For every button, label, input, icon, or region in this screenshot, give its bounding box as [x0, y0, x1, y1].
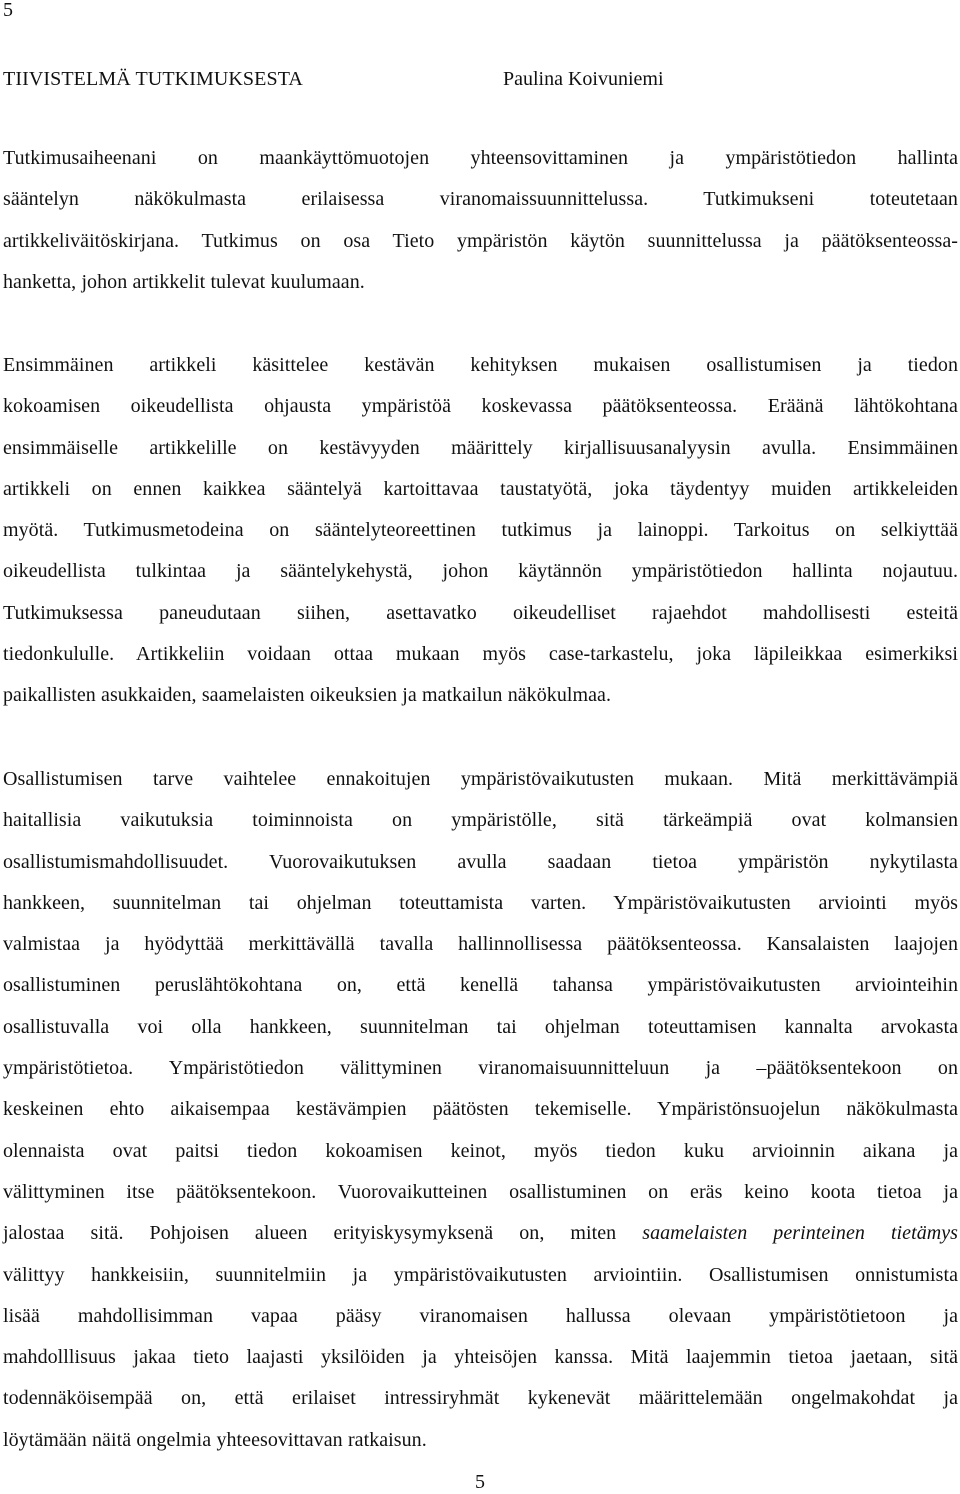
text-line: tiedonkululle. Artikkeliin voidaan ottaa mukaan myös case-tarkastelu, joka läpileikkaa esimerkiksi [3, 643, 958, 666]
text-line: olennaista ovat paitsi tiedon kokoamisen keinot, myös tiedon kuku arvioinnin aikana ja [3, 1139, 958, 1162]
page-number-top: 5 [3, 0, 13, 21]
text-line: lisää mahdollisimman vapaa pääsy viranomaisen hallussa olevaan ympäristötietoon ja [3, 1304, 958, 1327]
text-line: Ensimmäinen artikkeli käsittelee kestävän kehityksen mukaisen osallistumisen ja tiedon [3, 354, 958, 376]
text-line: Tutkimusaiheenani on maankäyttömuotojen yhteensovittaminen ja ympäristötiedon hallinta [3, 147, 958, 169]
text-line: löytämään näitä ongelmia yhteesovittavan ratkaisun. [3, 1428, 427, 1451]
text-line: mahdolllisuus jakaa tieto laajasti yksilöiden ja yhteisöjen kanssa. Mitä laajemmin tietoa jaetaan, sitä [3, 1346, 958, 1369]
text-line: hankkeen, suunnitelman tai ohjelman toteuttamista varten. Ympäristövaikutusten arviointi myös [3, 891, 958, 914]
italic-term: saamelaisten perinteinen tietämys [642, 1222, 959, 1245]
text-line: myötä. Tutkimusmetodeina on sääntelyteoreettinen tutkimus ja lainoppi. Tarkoitus on selkiyttää [3, 519, 958, 542]
text-line: artikkeliväitöskirjana. Tutkimus on osa Tieto ympäristön käytön suunnittelussa ja päätöksenteossa- [3, 229, 958, 252]
text-line: todennäköisempää on, että erilaiset intressiryhmät kykenevät määrittelemään ongelmakohdat ja [3, 1387, 958, 1410]
text-line: valmistaa ja hyödyttää merkittävällä tavalla hallinnollisessa päätöksenteossa. Kansalaisten laajojen [3, 933, 958, 956]
text-segment: jalostaa sitä. Pohjoisen alueen erityiskysymyksenä on, miten [3, 1222, 643, 1245]
paragraph-1 [3, 138, 958, 303]
page-number-bottom: 5 [475, 1471, 485, 1493]
text-line: sääntelyn näkökulmasta erilaisessa viranomaissuunnittelussa. Tutkimukseni toteutetaan [3, 188, 958, 211]
paragraph-2 [3, 345, 958, 717]
text-line: ensimmäiselle artikkelille on kestävyyden määrittely kirjallisuusanalyysin avulla. Ensimmäinen [3, 436, 958, 459]
paragraph-3 [3, 759, 958, 1461]
text-line: välittyy hankkeisiin, suunnitelmiin ja ympäristövaikutusten arviointiin. Osallistumisen onnistumista [3, 1263, 958, 1286]
text-line: keskeinen ehto aikaisempaa kestävämpien päätösten tekemiselle. Ympäristönsuojelun näkökulmasta [3, 1098, 958, 1121]
text-line: artikkeli on ennen kaikkea sääntelyä kartoittavaa taustatyötä, joka täydentyy muiden artikkeleiden [3, 477, 958, 500]
text-line: Osallistumisen tarve vaihtelee ennakoitujen ympäristövaikutusten mukaan. Mitä merkittävämpiä [3, 768, 958, 790]
text-line: osallistuvalla voi olla hankkeen, suunnitelman tai ohjelman toteuttamisen kannalta arvokasta [3, 1015, 958, 1038]
text-line: välittyminen itse päätöksentekoon. Vuorovaikutteinen osallistuminen on eräs keino koota tietoa ja [3, 1180, 958, 1203]
text-line: haitallisia vaikutuksia toiminnoista on ympäristölle, sitä tärkeämpiä ovat kolmansien [3, 809, 958, 832]
text-line: ympäristötietoa. Ympäristötiedon välittyminen viranomaisuunnitteluun ja –päätöksentekoon on [3, 1057, 958, 1080]
text-line: Tutkimuksessa paneudutaan siihen, asettavatko oikeudelliset rajaehdot mahdollisesti esteitä [3, 601, 958, 624]
document-title: TIIVISTELMÄ TUTKIMUKSESTA [3, 68, 303, 90]
text-line: osallistumismahdollisuudet. Vuorovaikutuksen avulla saadaan tietoa ympäristön nykytilasta [3, 850, 958, 873]
text-line: oikeudellista tulkintaa ja sääntelykehystä, johon käytännön ympäristötiedon hallinta nojautuu. [3, 560, 958, 583]
text-line: kokoamisen oikeudellista ohjausta ympäristöä koskevassa päätöksenteossa. Eräänä lähtökohtana [3, 395, 958, 418]
text-line: osallistuminen peruslähtökohtana on, että kenellä tahansa ympäristövaikutusten arviointeihin [3, 974, 958, 997]
text-line [3, 1213, 958, 1254]
text-line: paikallisten asukkaiden, saamelaisten oikeuksien ja matkailun näkökulmaa. [3, 684, 612, 707]
text-line: hanketta, johon artikkelit tulevat kuulumaan. [3, 270, 365, 293]
author-name: Paulina Koivuniemi [503, 68, 664, 90]
